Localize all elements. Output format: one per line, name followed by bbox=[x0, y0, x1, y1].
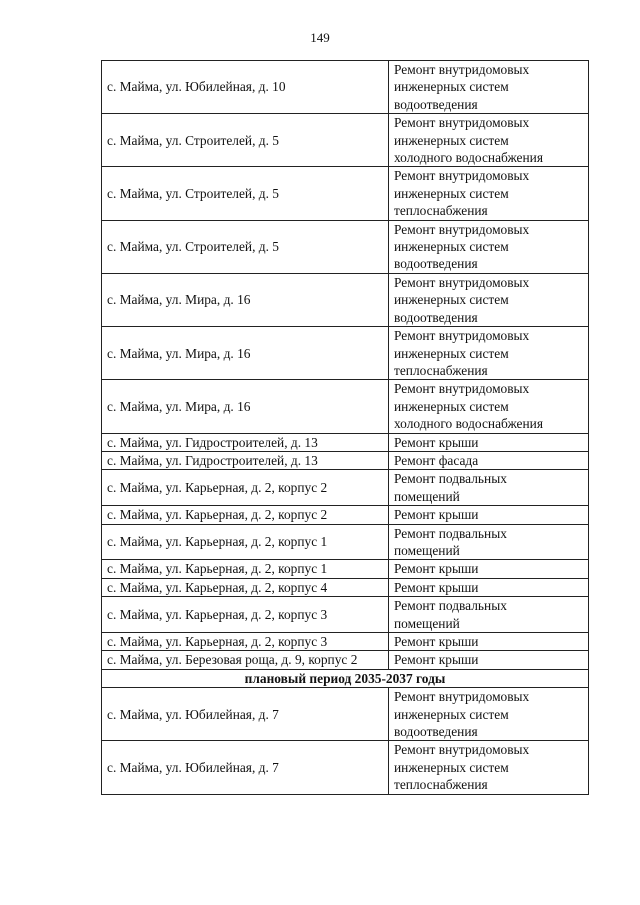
table-row bbox=[102, 651, 589, 669]
work-type-cell bbox=[389, 327, 589, 380]
work-type-cell bbox=[389, 524, 589, 560]
work-type-line: водоотведения bbox=[394, 96, 478, 112]
address-cell: с. Майма, ул. Мира, д. 16 bbox=[102, 380, 389, 433]
address-cell: с. Майма, ул. Карьерная, д. 2, корпус 3 bbox=[102, 633, 389, 651]
work-type-cell bbox=[389, 470, 589, 506]
address-cell: с. Майма, ул. Мира, д. 16 bbox=[102, 273, 389, 326]
work-type-line: водоотведения bbox=[394, 724, 478, 740]
work-type-line: Ремонт внутридомовых bbox=[394, 168, 530, 184]
work-type-line: теплоснабжения bbox=[394, 362, 488, 378]
address-cell: с. Майма, ул. Строителей, д. 5 bbox=[102, 167, 389, 220]
address-cell: с. Майма, ул. Карьерная, д. 2, корпус 2 bbox=[102, 470, 389, 506]
address-cell: с. Майма, ул. Юбилейная, д. 7 bbox=[102, 688, 389, 741]
work-type-line: инженерных систем bbox=[394, 132, 509, 148]
work-type-line: водоотведения bbox=[394, 309, 478, 325]
work-type-cell bbox=[389, 114, 589, 167]
address-cell: с. Майма, ул. Карьерная, д. 2, корпус 1 bbox=[102, 560, 389, 578]
page-number: 149 bbox=[310, 30, 330, 45]
work-type-line: Ремонт внутридомовых bbox=[394, 221, 530, 237]
work-type-line: Ремонт подвальных bbox=[394, 471, 507, 487]
work-type-cell bbox=[389, 560, 589, 578]
table-row bbox=[102, 597, 589, 633]
work-type-line: Ремонт крыши bbox=[394, 434, 479, 450]
work-type-line: Ремонт подвальных bbox=[394, 525, 507, 541]
table-row bbox=[102, 327, 589, 380]
address-cell: с. Майма, ул. Карьерная, д. 2, корпус 2 bbox=[102, 506, 389, 524]
work-type-line: инженерных систем bbox=[394, 185, 509, 201]
work-type-line: Ремонт крыши bbox=[394, 579, 479, 595]
work-type-line: помещений bbox=[394, 542, 460, 558]
table-row bbox=[102, 470, 589, 506]
table-row bbox=[102, 451, 589, 469]
work-type-line: Ремонт крыши bbox=[394, 507, 479, 523]
table-row bbox=[102, 220, 589, 273]
work-type-line: помещений bbox=[394, 488, 460, 504]
work-type-line: инженерных систем bbox=[394, 398, 509, 414]
work-type-cell bbox=[389, 220, 589, 273]
work-type-line: инженерных систем bbox=[394, 759, 509, 775]
work-type-line: Ремонт внутридомовых bbox=[394, 62, 530, 77]
table-body bbox=[102, 61, 589, 795]
address-cell: с. Майма, ул. Березовая роща, д. 9, корпус 2 bbox=[102, 651, 389, 669]
table-row bbox=[102, 506, 589, 524]
work-type-line: инженерных систем bbox=[394, 239, 509, 255]
table-row bbox=[102, 524, 589, 560]
work-type-line: холодного водоснабжения bbox=[394, 150, 543, 166]
address-cell: с. Майма, ул. Гидростроителей, д. 13 bbox=[102, 451, 389, 469]
work-type-line: Ремонт фасада bbox=[394, 452, 479, 468]
table-row bbox=[102, 688, 589, 741]
work-type-cell bbox=[389, 597, 589, 633]
address-cell: с. Майма, ул. Строителей, д. 5 bbox=[102, 114, 389, 167]
work-type-cell bbox=[389, 167, 589, 220]
address-cell: с. Майма, ул. Гидростроителей, д. 13 bbox=[102, 433, 389, 451]
work-type-cell bbox=[389, 633, 589, 651]
work-type-cell bbox=[389, 506, 589, 524]
table-row bbox=[102, 560, 589, 578]
table-row bbox=[102, 380, 589, 433]
section-heading-row bbox=[102, 669, 589, 687]
address-cell: с. Майма, ул. Карьерная, д. 2, корпус 1 bbox=[102, 524, 389, 560]
table-row bbox=[102, 578, 589, 596]
table-row bbox=[102, 167, 589, 220]
address-cell: с. Майма, ул. Мира, д. 16 bbox=[102, 327, 389, 380]
work-type-cell bbox=[389, 273, 589, 326]
address-cell: с. Майма, ул. Карьерная, д. 2, корпус 4 bbox=[102, 578, 389, 596]
section-heading: плановый период 2035-2037 годы bbox=[102, 669, 589, 687]
work-type-cell bbox=[389, 451, 589, 469]
work-type-line: Ремонт внутридомовых bbox=[394, 274, 530, 290]
work-type-line: инженерных систем bbox=[394, 345, 509, 361]
work-type-line: Ремонт внутридомовых bbox=[394, 115, 530, 131]
work-type-line: Ремонт внутридомовых bbox=[394, 328, 530, 344]
work-type-cell bbox=[389, 741, 589, 794]
work-type-line: помещений bbox=[394, 615, 460, 631]
address-cell: с. Майма, ул. Юбилейная, д. 10 bbox=[102, 61, 389, 114]
work-type-line: Ремонт подвальных bbox=[394, 598, 507, 614]
address-cell: с. Майма, ул. Карьерная, д. 2, корпус 3 bbox=[102, 597, 389, 633]
work-type-line: холодного водоснабжения bbox=[394, 416, 543, 432]
work-type-line: инженерных систем bbox=[394, 79, 509, 95]
work-type-line: Ремонт внутридомовых bbox=[394, 742, 530, 758]
work-type-line: инженерных систем bbox=[394, 292, 509, 308]
work-type-line: Ремонт внутридомовых bbox=[394, 689, 530, 705]
table-row bbox=[102, 273, 589, 326]
work-type-cell bbox=[389, 433, 589, 451]
work-type-line: Ремонт крыши bbox=[394, 634, 479, 649]
work-type-line: водоотведения bbox=[394, 256, 478, 272]
work-type-cell bbox=[389, 380, 589, 433]
work-type-cell bbox=[389, 651, 589, 669]
table-row bbox=[102, 114, 589, 167]
repair-schedule-table bbox=[101, 60, 589, 795]
table-row bbox=[102, 633, 589, 651]
work-type-line: Ремонт крыши bbox=[394, 652, 479, 668]
table-row bbox=[102, 433, 589, 451]
work-type-cell bbox=[389, 61, 589, 114]
work-type-line: инженерных систем bbox=[394, 706, 509, 722]
table-row bbox=[102, 741, 589, 794]
table-row bbox=[102, 61, 589, 114]
work-type-line: теплоснабжения bbox=[394, 777, 488, 793]
work-type-line: Ремонт крыши bbox=[394, 561, 479, 577]
work-type-line: Ремонт внутридомовых bbox=[394, 381, 530, 397]
address-cell: с. Майма, ул. Строителей, д. 5 bbox=[102, 220, 389, 273]
work-type-cell bbox=[389, 688, 589, 741]
work-type-cell bbox=[389, 578, 589, 596]
work-type-line: теплоснабжения bbox=[394, 203, 488, 219]
address-cell: с. Майма, ул. Юбилейная, д. 7 bbox=[102, 741, 389, 794]
